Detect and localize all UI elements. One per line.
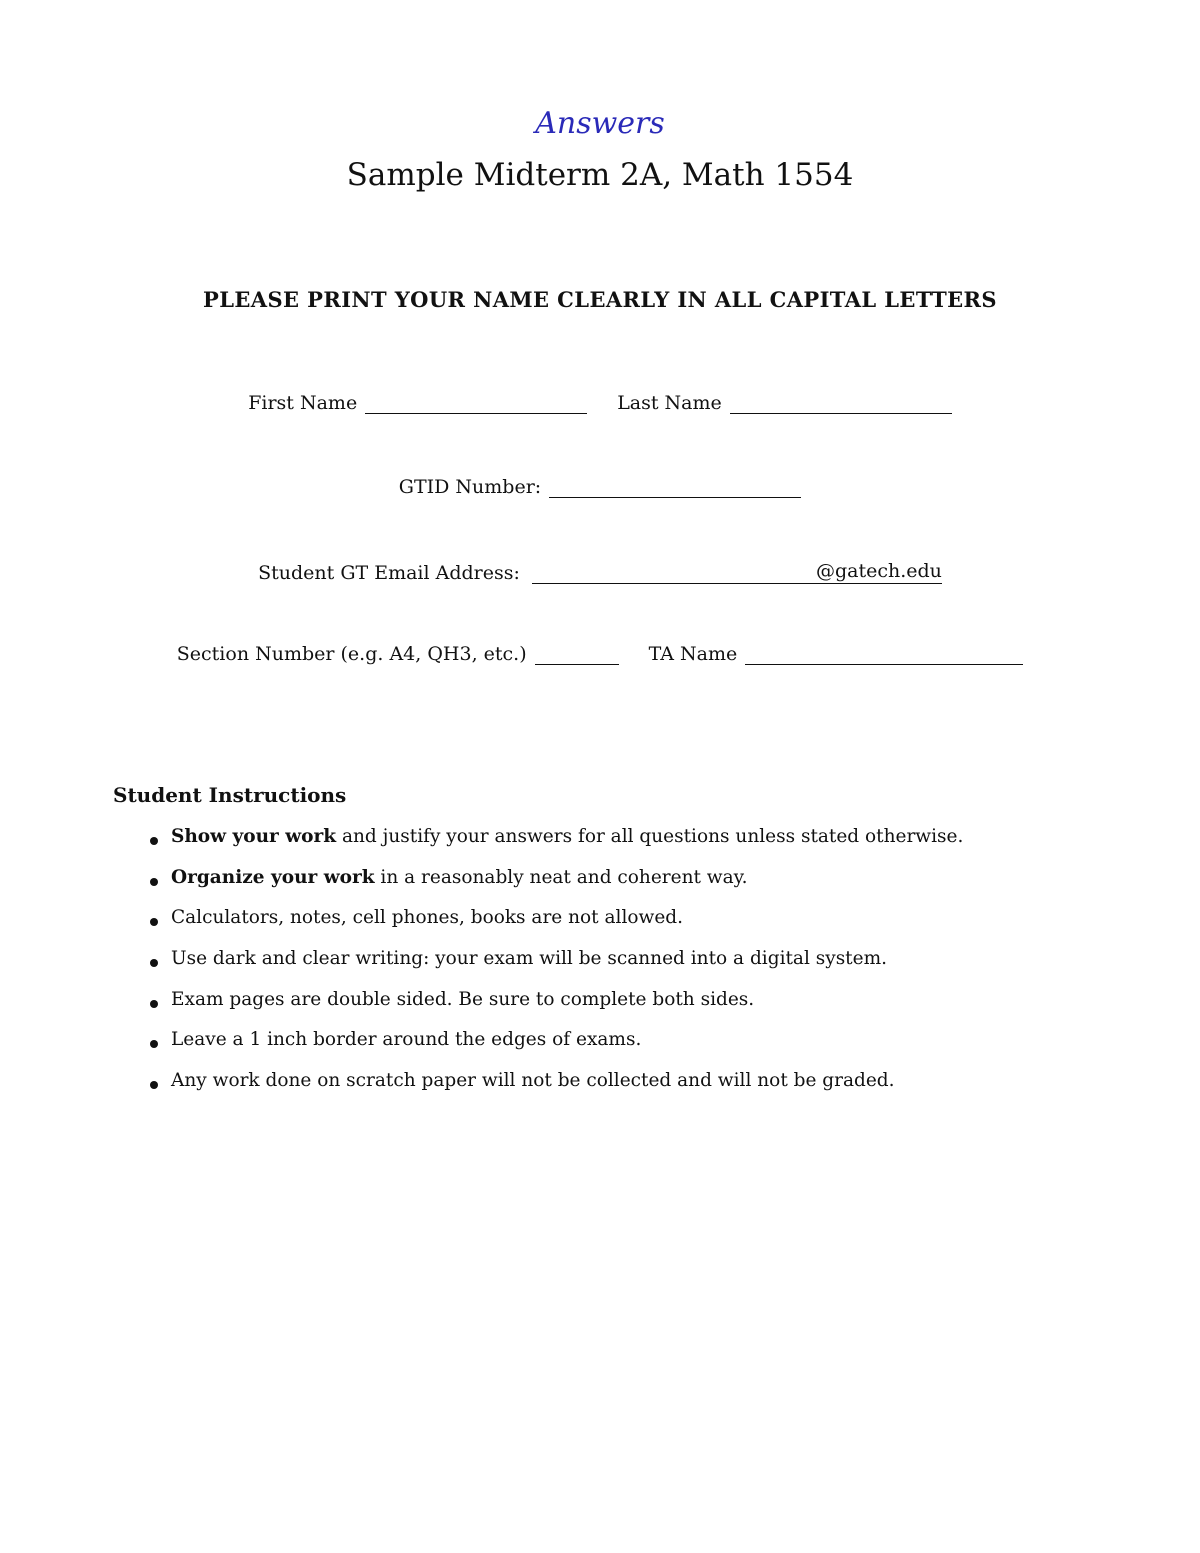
- instruction-bold-lead: Organize your work: [171, 866, 375, 888]
- last-name-field[interactable]: [730, 393, 952, 414]
- bullet-icon: [150, 1081, 158, 1089]
- gtid-field[interactable]: [549, 477, 801, 498]
- bullet-icon: [150, 837, 158, 845]
- email-row: [0, 560, 1200, 584]
- first-name-label: First Name: [248, 392, 358, 414]
- instruction-item: [148, 1070, 963, 1111]
- answers-label: Answers: [535, 106, 665, 141]
- bullet-icon: [150, 1000, 158, 1008]
- ta-name-field[interactable]: [745, 644, 1023, 665]
- bullet-icon: [150, 1040, 158, 1048]
- email-field[interactable]: [532, 560, 942, 584]
- instruction-text: and justify your answers for all questions unless stated otherwise.: [336, 826, 964, 847]
- section-ta-row: [0, 643, 1200, 665]
- instructions-heading: Student Instructions: [113, 783, 347, 807]
- last-name-label: Last Name: [617, 392, 722, 414]
- bullet-icon: [150, 878, 158, 886]
- instruction-item: [148, 907, 963, 948]
- gtid-row: [0, 476, 1200, 498]
- instruction-text: in a reasonably neat and coherent way.: [374, 866, 748, 888]
- instruction-text: Leave a 1 inch border around the edges of exams.: [171, 1029, 642, 1051]
- section-number-field[interactable]: [535, 644, 619, 665]
- ta-name-label: TA Name: [648, 643, 738, 665]
- instruction-item: [148, 867, 963, 908]
- instruction-bold-lead: Show your work: [171, 826, 337, 847]
- instruction-text: Any work done on scratch paper will not be collected and will not be graded.: [171, 1070, 895, 1092]
- instruction-item: [148, 826, 963, 867]
- instruction-item: [148, 948, 963, 989]
- instruction-item: [148, 989, 963, 1030]
- email-label: Student GT Email Address:: [258, 562, 520, 584]
- name-fields-row: [0, 392, 1200, 414]
- instruction-text: Exam pages are double sided. Be sure to complete both sides.: [171, 988, 755, 1010]
- print-name-notice: PLEASE PRINT YOUR NAME CLEARLY IN ALL CAPITAL LETTERS: [203, 287, 997, 312]
- instruction-text: Calculators, notes, cell phones, books are not allowed.: [171, 907, 684, 929]
- instruction-text: Use dark and clear writing: your exam will be scanned into a digital system.: [171, 948, 887, 970]
- gtid-label: GTID Number:: [398, 476, 542, 498]
- bullet-icon: [150, 918, 158, 926]
- section-number-label: Section Number (e.g. A4, QH3, etc.): [176, 643, 527, 665]
- instruction-item: [148, 1029, 963, 1070]
- first-name-field[interactable]: [365, 393, 587, 414]
- exam-title: Sample Midterm 2A, Math 1554: [346, 157, 854, 193]
- instructions-list: [148, 826, 963, 1111]
- bullet-icon: [150, 959, 158, 967]
- email-domain: @gatech.edu: [815, 560, 942, 582]
